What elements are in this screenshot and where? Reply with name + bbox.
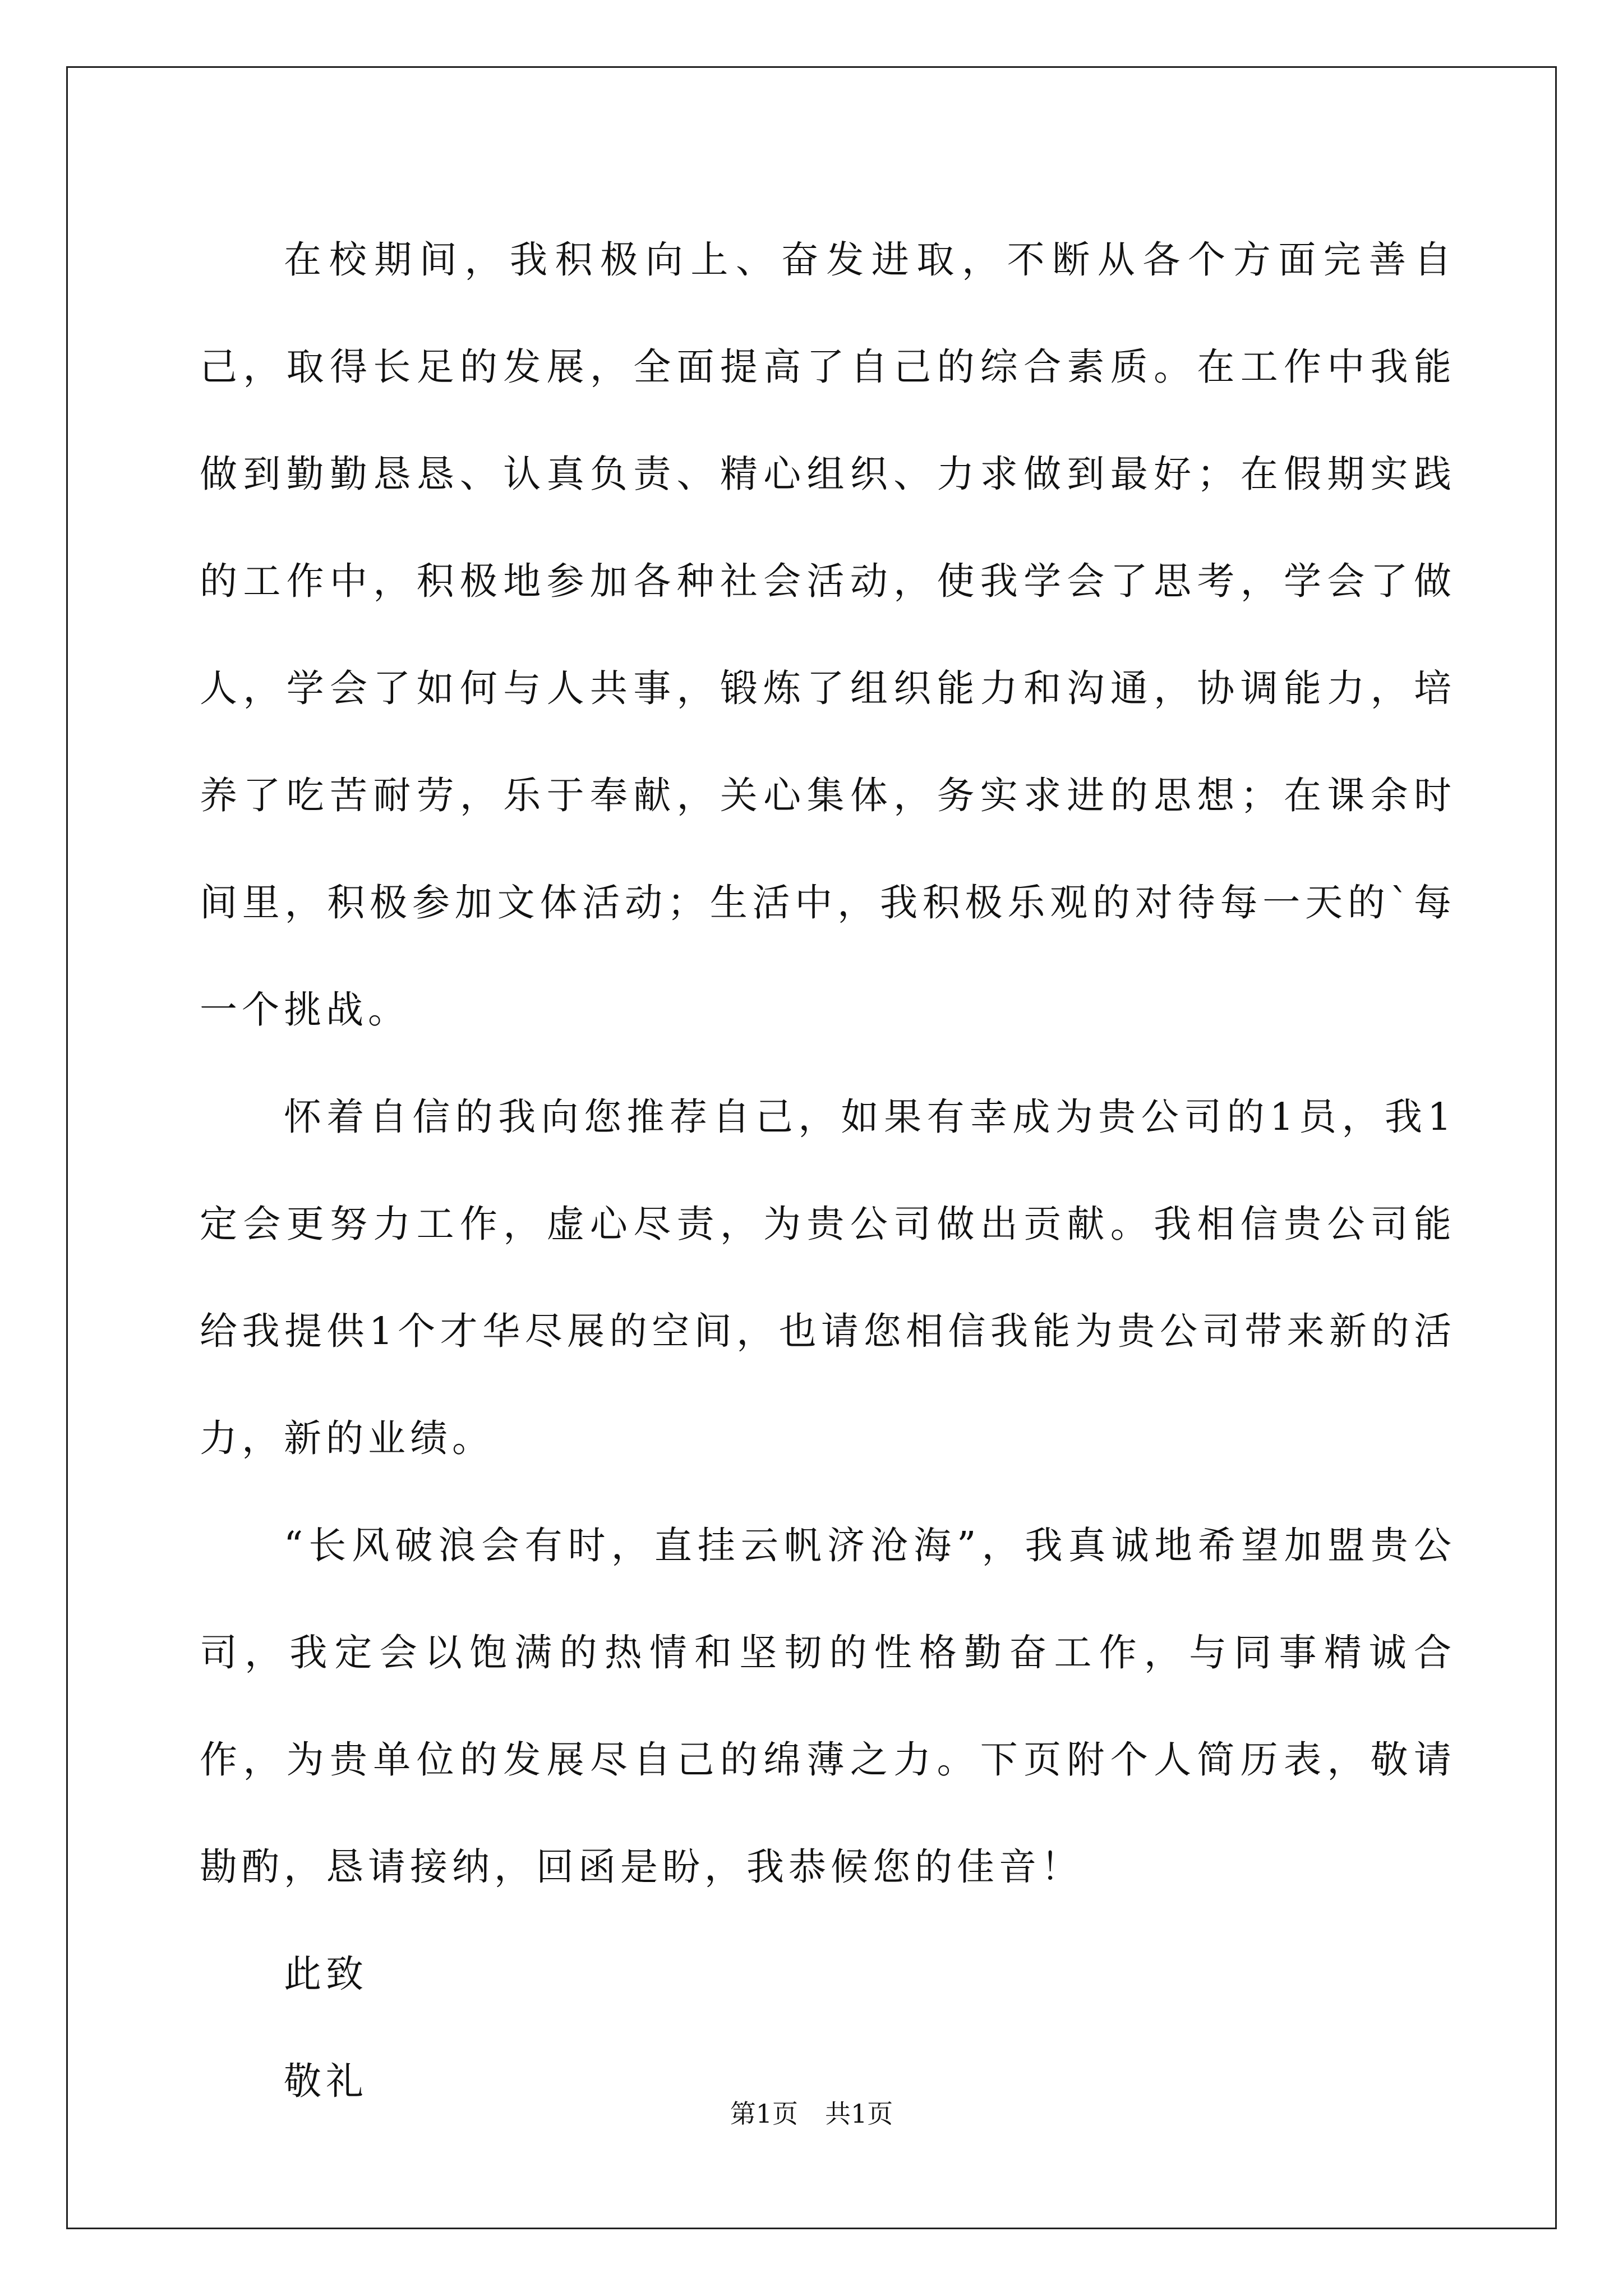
paragraph-closing-wish: “长风破浪会有时，直挂云帆济沧海”，我真诚地希望加盟贵公司，我定会以饱满的热情和坚韧的性格勤奋工作，与同事精诚合作，为贵单位的发展尽自己的绵薄之力。下页附个人简历表，敬请勘酌，恳请接纳，回函是盼，我恭候您的佳音！ xyxy=(200,1524,1456,1889)
page-number-total: 共1页 xyxy=(825,2099,893,2129)
page-footer xyxy=(0,2097,1623,2131)
page-number-current: 第1页 xyxy=(730,2099,798,2129)
paragraph-self-recommendation: 怀着自信的我向您推荐自己，如果有幸成为贵公司的1员，我1定会更努力工作，虚心尽责，为贵公司做出贡献。我相信贵公司能给我提供1个才华尽展的空间，也请您相信我能为贵公司带来新的活力，新的业绩。 xyxy=(200,1095,1456,1460)
closing-regards: 敬礼 xyxy=(284,2059,368,2103)
closing-salutation: 此致 xyxy=(284,1952,368,1996)
letter-body xyxy=(200,206,1456,2135)
paragraph-school-experience: 在校期间，我积极向上、奋发进取，不断从各个方面完善自己，取得长足的发展，全面提高了自己的综合素质。在工作中我能做到勤勤恳恳、认真负责、精心组织、力求做到最好；在假期实践的工作中，积极地参加各种社会活动，使我学会了思考，学会了做人，学会了如何与人共事，锻炼了组织能力和沟通，协调能力，培养了吃苦耐劳，乐于奉献，关心集体，务实求进的思想；在课余时间里，积极参加文体活动；生活中，我积极乐观的对待每一天的`每一个挑战。 xyxy=(200,238,1456,1032)
